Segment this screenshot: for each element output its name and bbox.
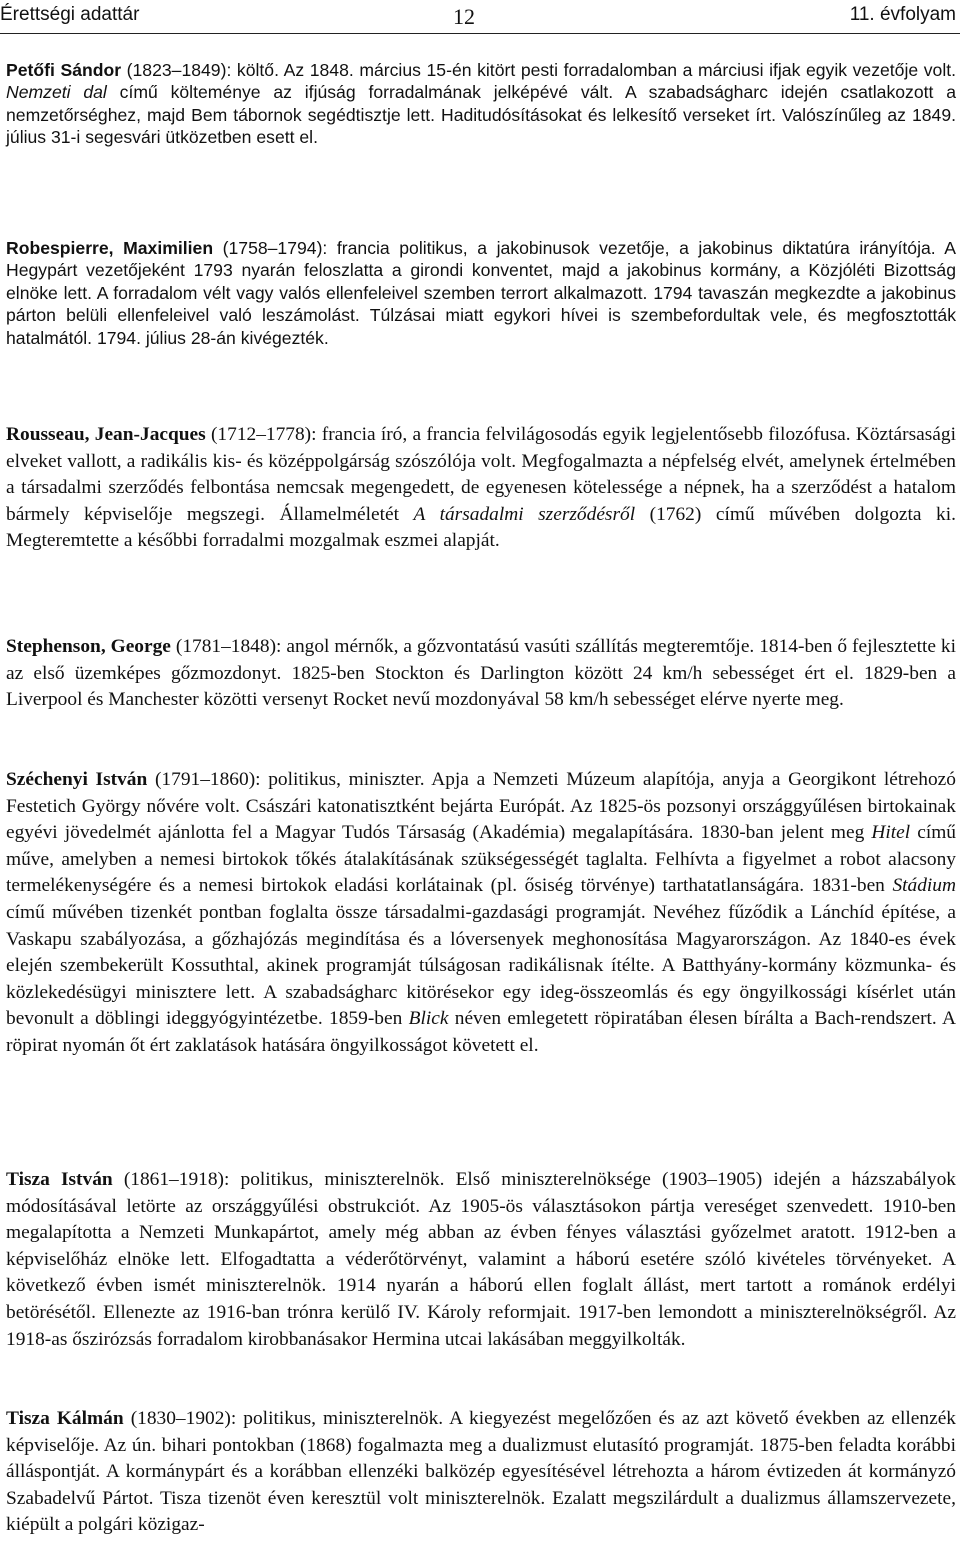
entry-text: című költeménye az ifjúság forradalmának jelképévé vált. A szabadságharc idején csatlakozott a nemzetőrséghez, majd Bem tábornok segédtisztje lett. Haditudósításokat és lelkesítő verseket írt. Valószínűleg az 1849. július 31-i segesvári ütközetben esett el. <box>6 82 956 148</box>
header-grade: 11. évfolyam <box>849 4 956 25</box>
header-title: Érettségi adattár <box>0 4 140 25</box>
entry-robespierre <box>6 237 956 349</box>
entry-italic-title: Stádium <box>892 875 956 897</box>
entry-text: című művében tizenkét pontban foglalta össze társadalmi-gazdasági programját. Nevéhez fűződik a Lánchíd építése, a Vaskapu szabályozása, a gőzhajózás megindítása és a lóversenyek meghonosítása Magyarországon. Az 1840-es évek elején szembekerült Kossuthtal, akinek programját túlságosan radikálisnak ítélte. A Batthyány-kormány közmunka- és közlekedésügyi minisztere lett. A szabadságharc kitörésekor egy ideg-összeomlás és egy öngyilkossági kísérlet után bevonult a döblingi ideggyógyintézetbe. 1859-ben <box>6 901 956 1030</box>
entry-name: Tisza István <box>6 1169 113 1190</box>
entry-text: (1758–1794): francia politikus, a jakobinusok vezetője, a jakobinus diktatúra irányítója. A Hegypárt vezetőjeként 1793 nyarán feloszlatta a girondi konventet, majd a jakobinus kormány, a Közjóléti Bizottság elnöke lett. A forradalom vélt vagy valós ellenfeleivel szemben terrort alkalmazott. 1794 tavaszán megkezdte a jakobinus párton belüli ellenfeleivel való leszámolást. Túlzásai miatt egykori hívei is szembefordultak vele, és megfosztották hatalmától. 1794. július 28-án kivégezték. <box>6 238 956 348</box>
page-header <box>0 0 960 40</box>
entry-name: Széchenyi István <box>6 769 148 790</box>
entry-text: (1823–1849): költő. Az 1848. március 15-én kitört pesti forradalomban a márciusi ifjak egyik vezetője volt. <box>121 60 956 80</box>
entry-tisza-kalman <box>6 1406 956 1539</box>
entry-text: című műve, amelyben a nemesi birtokok tőkés átalakításának szükségességét taglalta. Felhívta a figyelmet a robot alacsony termelékenységére és a nemesi birtokok eladási korlátainak (pl. ősiség törvénye) tarthatatlanságára. 1831-ben <box>6 822 956 897</box>
header-divider <box>0 33 960 34</box>
entry-text: (1861–1918): politikus, miniszterelnök. Első miniszterelnöksége (1903–1905) idején a házszabályok módosításával letörte az országgyűlési obstrukciót. Az 1905-ös választásokon pártja vereséget szenvedett. 1910-ben megalapította a Nemzeti Munkapártot, amely még abban az évben fényes választási győzelmet aratott. 1912-ben a képviselőház elnöke lett. Elfogadtatta a véderőtörvényt, valamint a háború esetére szóló kivételes törvényeket. A következő évben ismét miniszterelnök. 1914 nyarán a háború ellen foglalt állást, mert tartott a románok erdélyi betörésétől. Ellenezte az 1916-ban trónra kerülő IV. Károly reformjait. 1917-ben lemondott a miniszterelnökségről. Az 1918-as őszirózsás forradalom kirobbanásakor Hermina utcai lakásában meggyilkolták. <box>6 1169 957 1350</box>
entry-italic-title: Nemzeti dal <box>6 82 107 103</box>
entry-text: (1712–1778): francia író, a francia felvilágosodás egyik legjelentősebb filozófusa. Köztársasági elveket vallott, a radikális kis- és középpolgárság szószólója volt. Megfogalmazta a népfelség elvét, amelynek értelmében a társadalmi szerződés felbontása nemcsak megengedett, de egyenesen kötelessége a népnek, ha a szerződést a hatalom bármely képviselője megszegi. Államelméletét <box>6 424 956 525</box>
page-number: 12 <box>453 4 475 29</box>
entry-italic-title: Hitel <box>871 822 911 844</box>
entry-name: Petőfi Sándor <box>6 60 122 80</box>
entry-italic-title: A társadalmi szerződésről <box>413 503 636 525</box>
entry-text: néven emlegetett röpiratában élesen bírálta a Bach-rendszert. A röpirat nyomán őt ért zaklatások hatására öngyilkosságot követett el. <box>6 1008 957 1056</box>
entry-text: (1762) című művében dolgozta ki. Megteremtette a későbbi forradalmi mozgalmak eszmei alapját. <box>6 503 956 552</box>
entry-text: (1781–1848): angol mérnők, a gőzvontatású vasúti szállítás megteremtője. 1814-ben ő fejlesztette ki az első üzemképes gőzmozdonyt. 1825-ben Stockton és Darlington között 24 km/h sebességet ért el. 1829-ben a Liverpool és Manchester közötti versenyt Rocket nevű mozdonyával 58 km/h sebességet elérve nyerte meg. <box>6 636 956 711</box>
entry-text: (1791–1860): politikus, miniszter. Apja a Nemzeti Múzeum alapítója, anyja a Georgikont létrehozó Festetich György nővére volt. Császári katonatisztként bejárta Európát. Az 1825-ös pozsonyi országgyűlésen birtokainak egyévi jövedelmét ajánlotta fel a Magyar Tudós Társaság (Akadémia) megalapítására. 1830-ban jelent meg <box>6 769 956 844</box>
entry-name: Rousseau, Jean-Jacques <box>6 424 206 445</box>
entry-name: Stephenson, George <box>6 636 171 657</box>
entry-tisza-istvan <box>6 1167 956 1353</box>
entry-szechenyi <box>6 767 956 1060</box>
entry-text: (1830–1902): politikus, miniszterelnök. A kiegyezést megelőzően és az azt követő években az ellenzék képviselője. Az ún. bihari pontokban (1868) fogalmazta meg a dualizmust elutasító programját. 1875-ben feladta korábbi álláspontját. A kormánypárt és a korábban ellenzéki balközép egyesítésével létrehozta a három évtizeden át kormányzó Szabadelvű Pártot. Tisza tizenöt éven keresztül volt miniszterelnök. Ezalatt megszilárdult a dualizmus államszervezete, kiépült a polgári közigaz- <box>6 1408 956 1536</box>
entry-rousseau <box>6 422 956 555</box>
entry-italic-title: Blick <box>408 1008 449 1030</box>
entry-name: Robespierre, Maximilien <box>6 238 214 258</box>
entry-stephenson <box>6 634 956 714</box>
entry-name: Tisza Kálmán <box>6 1408 124 1429</box>
entry-petofi <box>6 59 956 149</box>
